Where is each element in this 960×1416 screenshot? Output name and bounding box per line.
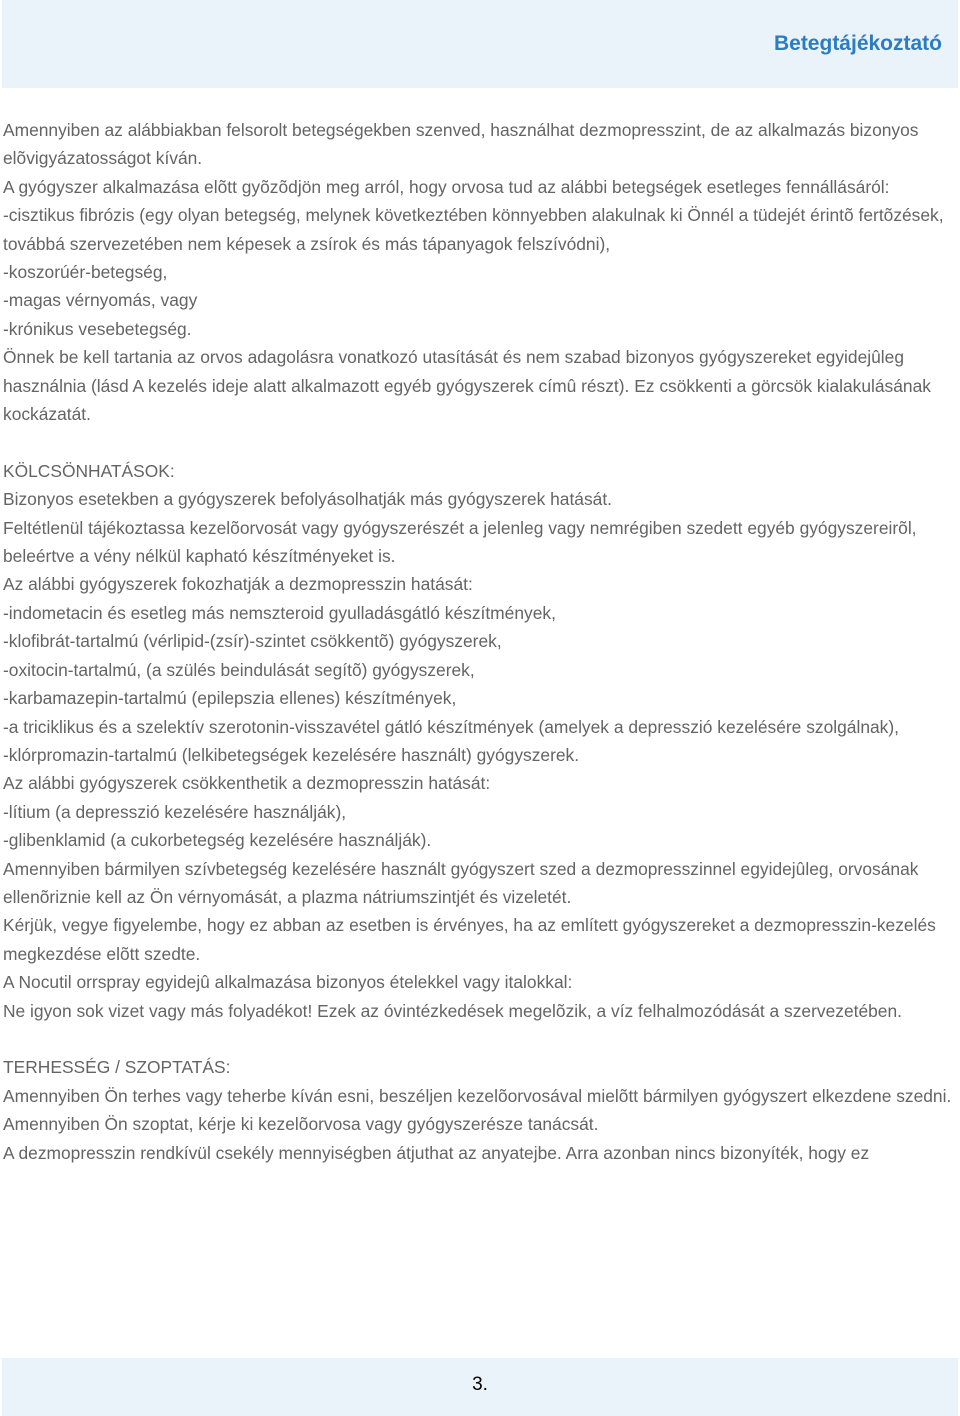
paragraph: Feltétlenül tájékoztassa kezelõorvosát vagy gyógyszerészét a jelenleg vagy nemrégiben szedett egyéb gyógyszereirõl, beleértve a vény nélkül kapható készítményeket is. [3,517,917,567]
list-item: -lítium (a depresszió kezelésére használják), [3,801,347,822]
list-item: -glibenklamid (a cukorbetegség kezelésére használják). [3,830,432,851]
section-heading-interactions: KÖLCSÖNHATÁSOK: [3,460,175,481]
page-header [2,0,958,88]
list-item: -klórpromazin-tartalmú (lelkibetegségek kezelésére használt) gyógyszerek. [3,744,580,765]
section-heading-pregnancy: TERHESSÉG / SZOPTATÁS: [3,1057,231,1078]
list-item: -karbamazepin-tartalmú (epilepszia ellenes) készítmények, [3,688,457,709]
spacer [3,1025,955,1053]
list-item: -magas vérnyomás, vagy [3,290,198,311]
list-item: -indometacin és esetleg más nemszteroid gyulladásgátló készítmények, [3,602,556,623]
paragraph: Önnek be kell tartania az orvos adagolásra vonatkozó utasítását és nem szabad bizonyos gyógyszereket egyidejûleg használnia (lásd A kezelés ideje alatt alkalmazott egyéb gyógyszerek címû részt). Ez csökkenti a görcsök kialakulásának kockázatát. [3,347,931,425]
paragraph: Amennyiben Ön szoptat, kérje ki kezelõorvosa vagy gyógyszerésze tanácsát. [3,1114,599,1135]
paragraph: A Nocutil orrspray egyidejû alkalmazása bizonyos ételekkel vagy italokkal: [3,972,573,993]
list-item: -krónikus vesebetegség. [3,318,192,339]
paragraph: Az alábbi gyógyszerek fokozhatják a dezmopresszin hatását: [3,574,473,595]
header-title: Betegtájékoztató [773,32,942,55]
paragraph: Kérjük, vegye figyelembe, hogy ez abban az esetben is érvényes, ha az említett gyógyszereket a dezmopresszin-kezelés megkezdése elõtt szedte. [3,915,936,964]
paragraph: Amennyiben az alábbiakban felsorolt betegségekben szenved, használhat dezmopresszint, de az alkalmazás bizonyos elõvigyázatosságot kíván. [3,120,919,169]
paragraph: A dezmopresszin rendkívül csekély mennyiségben átjuthat az anyatejbe. Arra azonban nincs bizonyíték, hogy ez [3,1142,870,1163]
paragraph: Amennyiben Ön terhes vagy teherbe kíván esni, beszéljen kezelõorvosával mielõtt bármilyen gyógyszert elkezdene szedni. [3,1085,952,1106]
paragraph: Bizonyos esetekben a gyógyszerek befolyásolhatják más gyógyszerek hatását. [3,489,613,510]
document-body [3,116,955,1167]
list-item: -koszorúér-betegség, [3,262,168,283]
paragraph: Ne igyon sok vizet vagy más folyadékot! Ezek az óvintézkedések megelõzik, a víz felhalmozódását a szervezetében. [3,1000,902,1021]
list-item: -klofibrát-tartalmú (vérlipid-(zsír)-szintet csökkentõ) gyógyszerek, [3,631,502,652]
page-number: 3. [472,1374,488,1395]
list-item: -a triciklikus és a szelektív szerotonin-visszavétel gátló készítmények (amelyek a depresszió kezelésére szolgálnak), [3,716,899,737]
spacer [3,428,955,456]
paragraph: Az alábbi gyógyszerek csökkenthetik a dezmopresszin hatását: [3,773,491,794]
paragraph: -cisztikus fibrózis (egy olyan betegség, melynek következtében könnyebben alakulnak ki Önnél a tüdejét érintõ fertõzések, továbbá szervezetében nem képesek a zsírok és más tápanyagok felszívódni), [3,205,944,254]
paragraph: A gyógyszer alkalmazása elõtt gyõzõdjön meg arról, hogy orvosa tud az alábbi betegségek esetleges fennállásáról: [3,176,890,197]
paragraph: Amennyiben bármilyen szívbetegség kezelésére használt gyógyszert szed a dezmopresszinnel egyidejûleg, orvosának ellenõriznie kell az Ön vérnyomását, a plazma nátriumszintjét és vizeletét. [3,858,919,907]
list-item: -oxitocin-tartalmú, (a szülés beindulását segítõ) gyógyszerek, [3,659,475,680]
page-footer [2,1358,958,1416]
